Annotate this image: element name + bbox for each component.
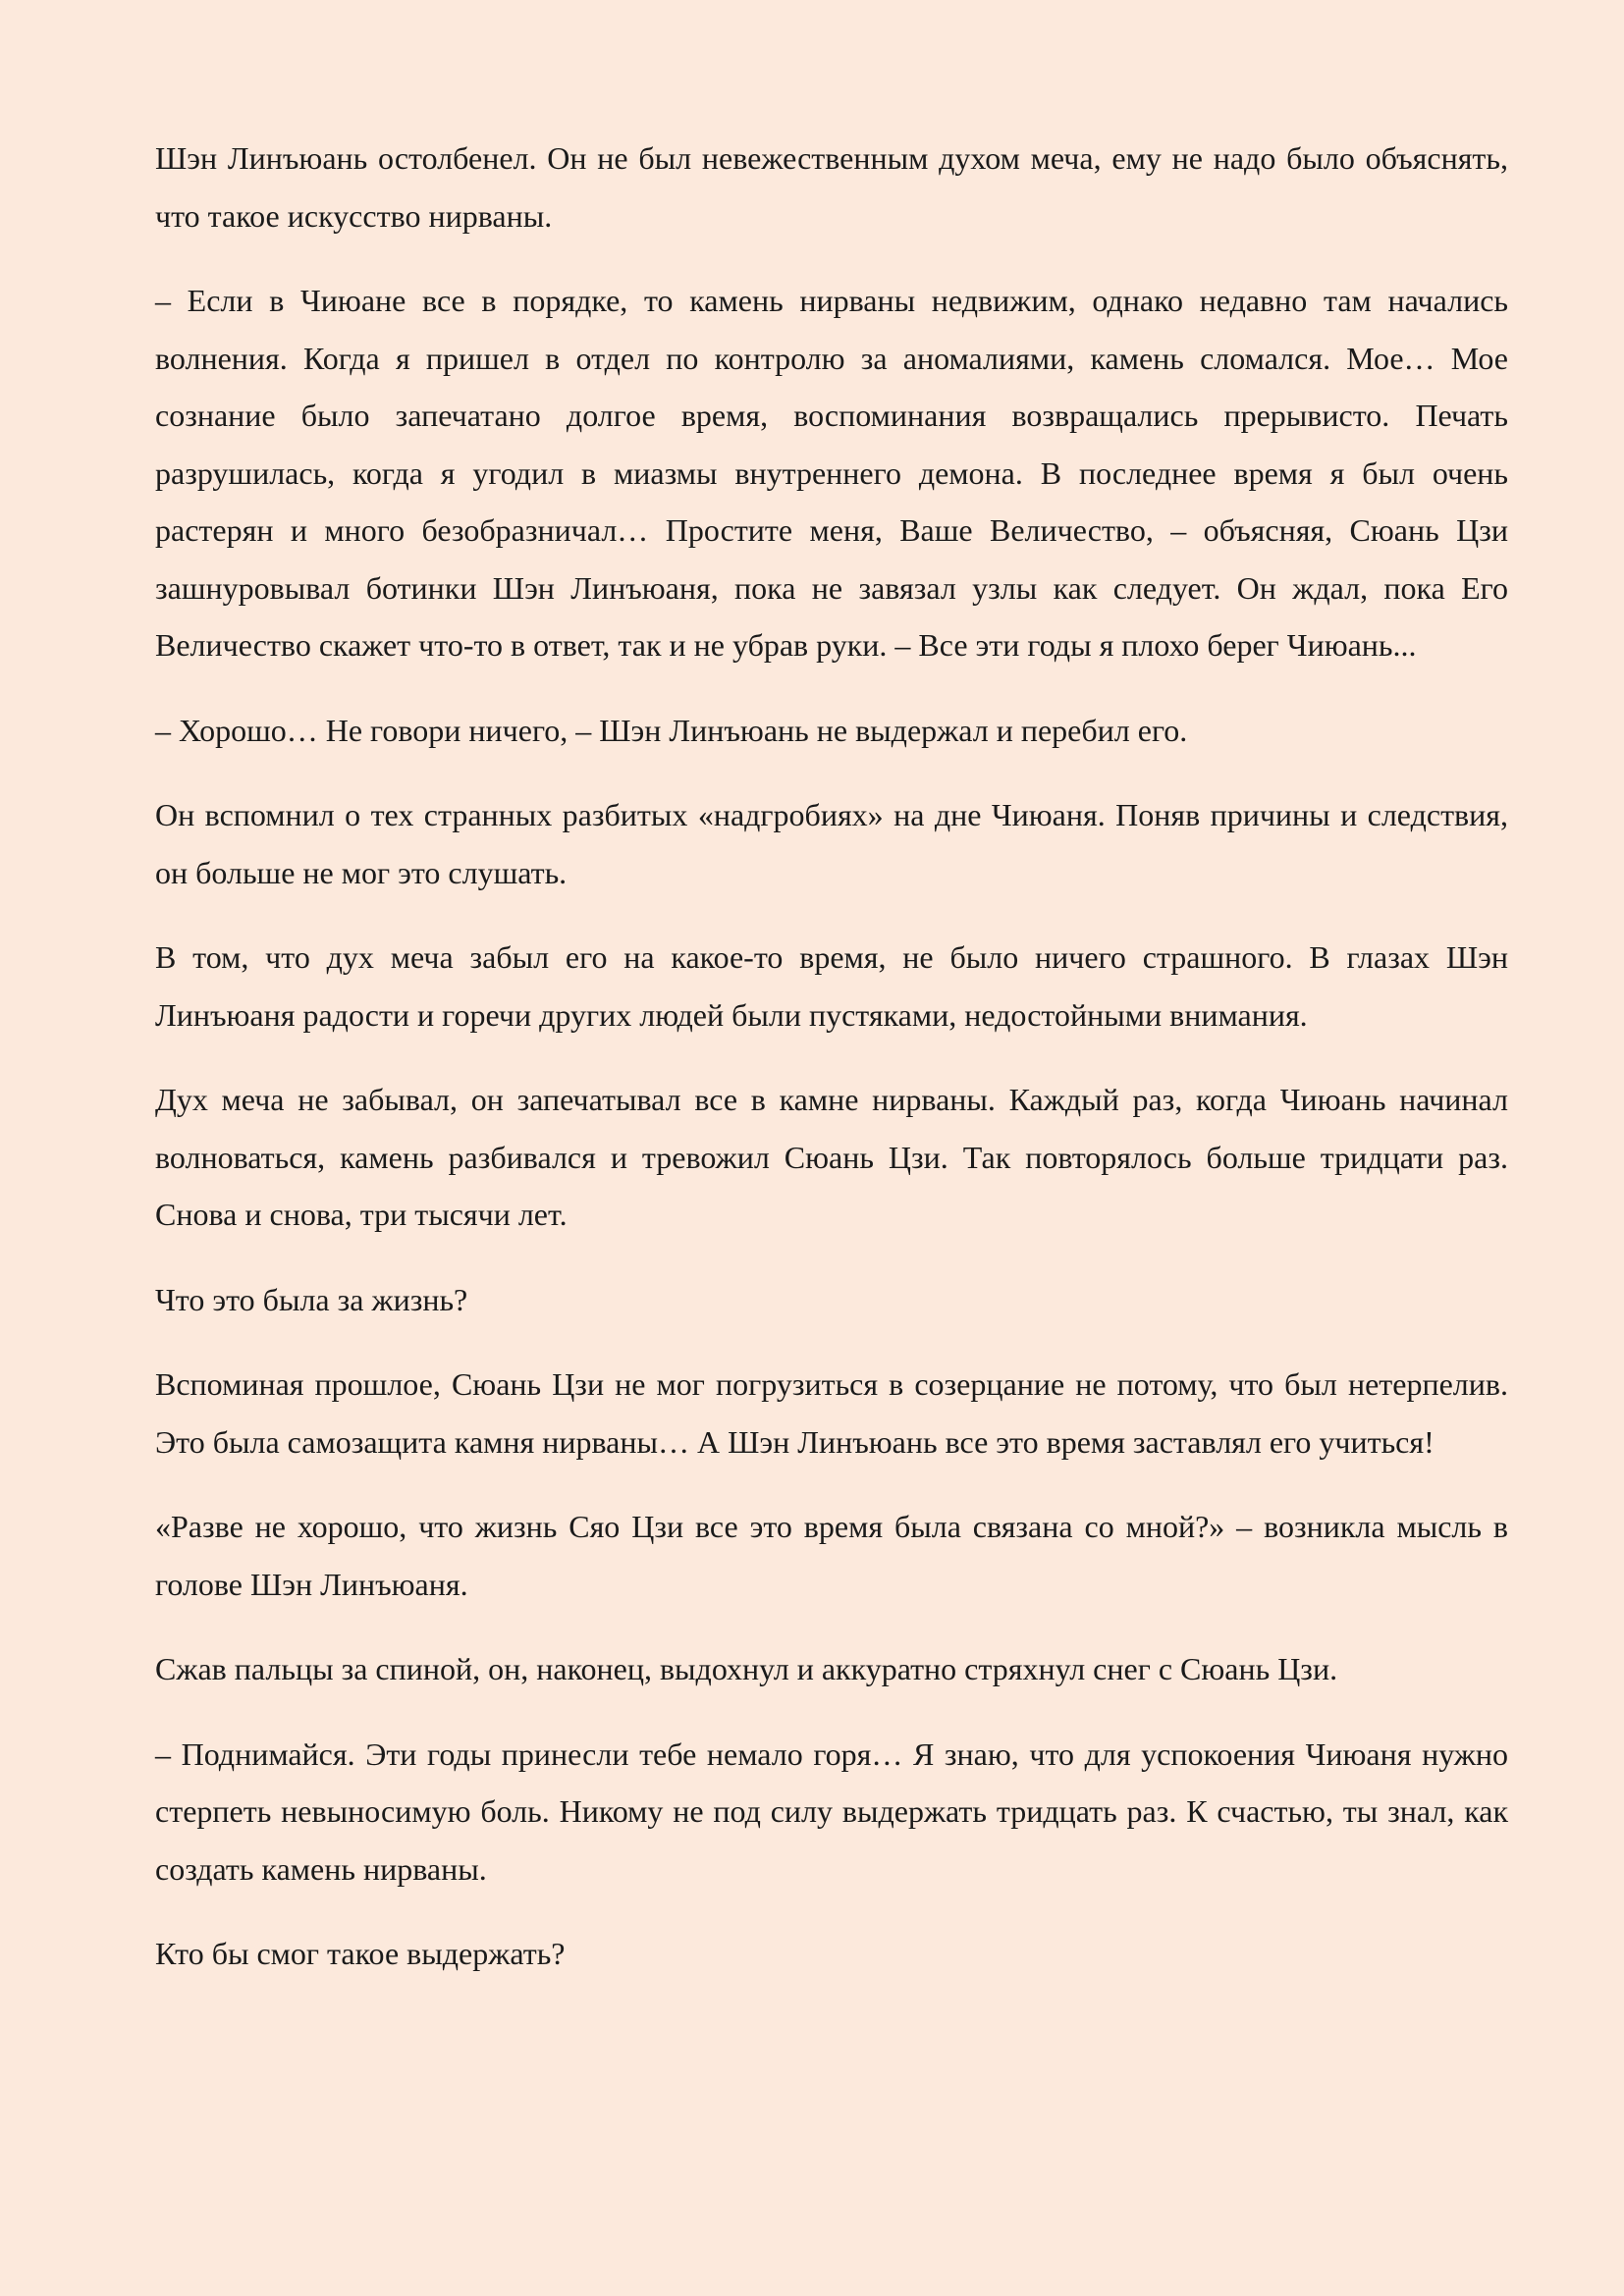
paragraph: – Поднимайся. Эти годы принесли тебе немало горя… Я знаю, что для успокоения Чиюаня нужно стерпеть невыносимую боль. Никому не под силу выдержать тридцать раз. К счастью, ты знал, как создать камень нирваны. (155, 1735, 1508, 1887)
paragraph: В том, что дух меча забыл его на какое-то время, не было ничего страшного. В глазах Шэн Линъюаня радости и горечи других людей были пустяками, недостойными внимания. (155, 939, 1508, 1033)
paragraph: – Если в Чиюане все в порядке, то камень нирваны недвижим, однако недавно там начались волнения. Когда я пришел в отдел по контролю за аномалиями, камень сломался. Мое… Мое сознание было запечатано долгое время, воспоминания возвращались прерывисто. Печать разрушилась, когда я угодил в миазмы внутреннего демона. В последнее время я был очень растерян и много безобразничал… Простите меня, Ваше Величество, – объясняя, Сюань Цзи зашнуровывал ботинки Шэн Линъюаня, пока не завязал узлы как следует. Он ждал, пока Его Величество скажет что-то в ответ, так и не убрав руки. – Все эти годы я плохо берег Чиюань... (155, 283, 1508, 663)
paragraph: Он вспомнил о тех странных разбитых «надгробиях» на дне Чиюаня. Поняв причины и следствия, он больше не мог это слушать. (155, 797, 1508, 890)
paragraph: – Хорошо… Не говори ничего, – Шэн Линъюань не выдержал и перебил его. (155, 712, 1188, 748)
paragraph: «Разве не хорошо, что жизнь Сяо Цзи все это время была связана со мной?» – возникла мысль в голове Шэн Линъюаня. (155, 1509, 1508, 1602)
paragraph: Кто бы смог такое выдержать? (155, 1936, 566, 1971)
paragraph: Сжав пальцы за спиной, он, наконец, выдохнул и аккуратно стряхнул снег с Сюань Цзи. (155, 1651, 1338, 1686)
paragraph: Дух меча не забывал, он запечатывал все в камне нирваны. Каждый раз, когда Чиюань начинал волноваться, камень разбивался и тревожил Сюань Цзи. Так повторялось больше тридцати раз. Снова и снова, три тысячи лет. (155, 1082, 1508, 1232)
paragraph: Шэн Линъюань остолбенел. Он не был невежественным духом меча, ему не надо было объяснять, что такое искусство нирваны. (155, 140, 1508, 234)
paragraph: Вспоминая прошлое, Сюань Цзи не мог погрузиться в созерцание не потому, что был нетерпелив. Это была самозащита камня нирваны… А Шэн Линъюань все это время заставлял его учиться! (155, 1366, 1508, 1460)
paragraph: Что это была за жизнь? (155, 1281, 468, 1317)
text-body (155, 130, 1508, 2010)
